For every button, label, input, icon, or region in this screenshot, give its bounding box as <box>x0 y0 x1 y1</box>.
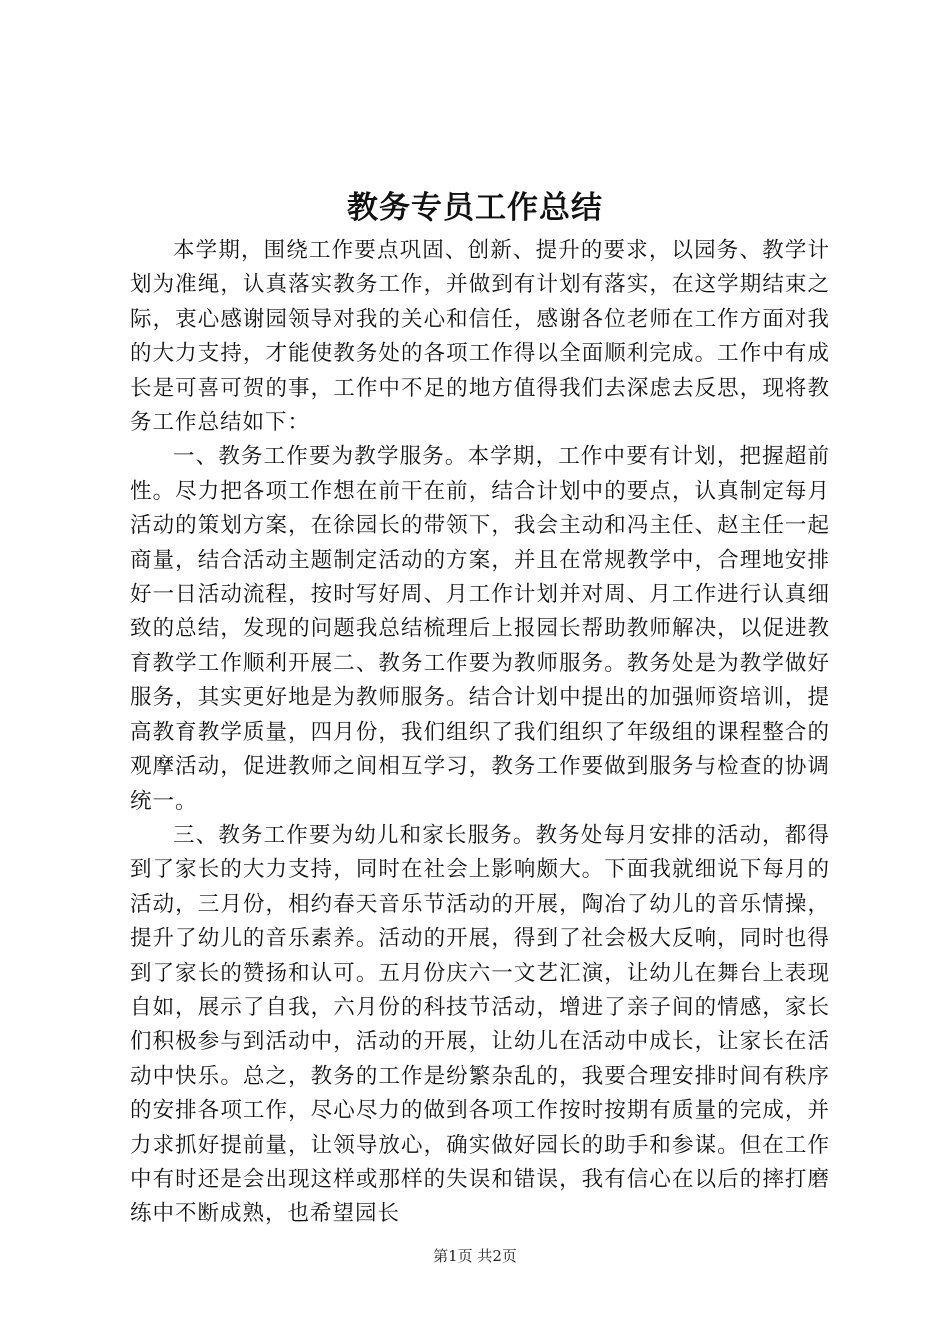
document-body <box>130 234 830 1232</box>
page-number-footer: 第1页 共2页 <box>433 1247 517 1265</box>
paragraph-intro: 本学期，围绕工作要点巩固、创新、提升的要求，以园务、教学计划为准绳，认真落实教务工作，并做到有计划有落实，在这学期结束之际，衷心感谢园领导对我的关心和信任，感谢各位老师在工作方面对我的大力支持，才能使教务处的各项工作得以全面顺利完成。工作中有成长是可喜可贺的事，工作中不足的地方值得我们去深虑去反思，现将教务工作总结如下： <box>130 238 830 436</box>
paragraph-section-3: 三、教务工作要为幼儿和家长服务。教务处每月安排的活动，都得到了家长的大力支持，同时在社会上影响颇大。下面我就细说下每月的活动，三月份，相约春天音乐节活动的开展，陶冶了幼儿的音乐情操，提升了幼儿的音乐素养。活动的开展，得到了社会极大反响，同时也得到了家长的赞扬和认可。五月份庆六一文艺汇演，让幼儿在舞台上表现自如，展示了自我，六月份的科技节活动，增进了亲子间的情感，家长们积极参与到活动中，活动的开展，让幼儿在活动中成长，让家长在活动中快乐。总之，教务的工作是纷繁杂乱的，我要合理安排时间有秩序的安排各项工作，尽心尽力的做到各项工作按时按期有质量的完成，并力求抓好提前量，让领导放心，确实做好园长的助手和参谋。但在工作中有时还是会出现这样或那样的失误和错误，我有信心在以后的摔打磨练中不断成熟，也希望园长 <box>130 822 830 1227</box>
paragraph-section-1-2: 一、教务工作要为教学服务。本学期，工作中要有计划，把握超前性。尽力把各项工作想在前干在前，结合计划中的要点，认真制定每月活动的策划方案，在徐园长的带领下，我会主动和冯主任、赵主任一起商量，结合活动主题制定活动的方案，并且在常规教学中，合理地安排好一日活动流程，按时写好周、月工作计划并对周、月工作进行认真细致的总结，发现的问题我总结梳理后上报园长帮助教师解决，以促进教育教学工作顺利开展二、教务工作要为教师服务。教务处是为教学做好服务，其实更好地是为教师服务。结合计划中提出的加强师资培训，提高教育教学质量，四月份，我们组织了我们组织了年级组的课程整合的观摩活动，促进教师之间相互学习，教务工作要做到服务与检查的协调统一。 <box>130 444 830 814</box>
document-title: 教务专员工作总结 <box>347 190 603 226</box>
